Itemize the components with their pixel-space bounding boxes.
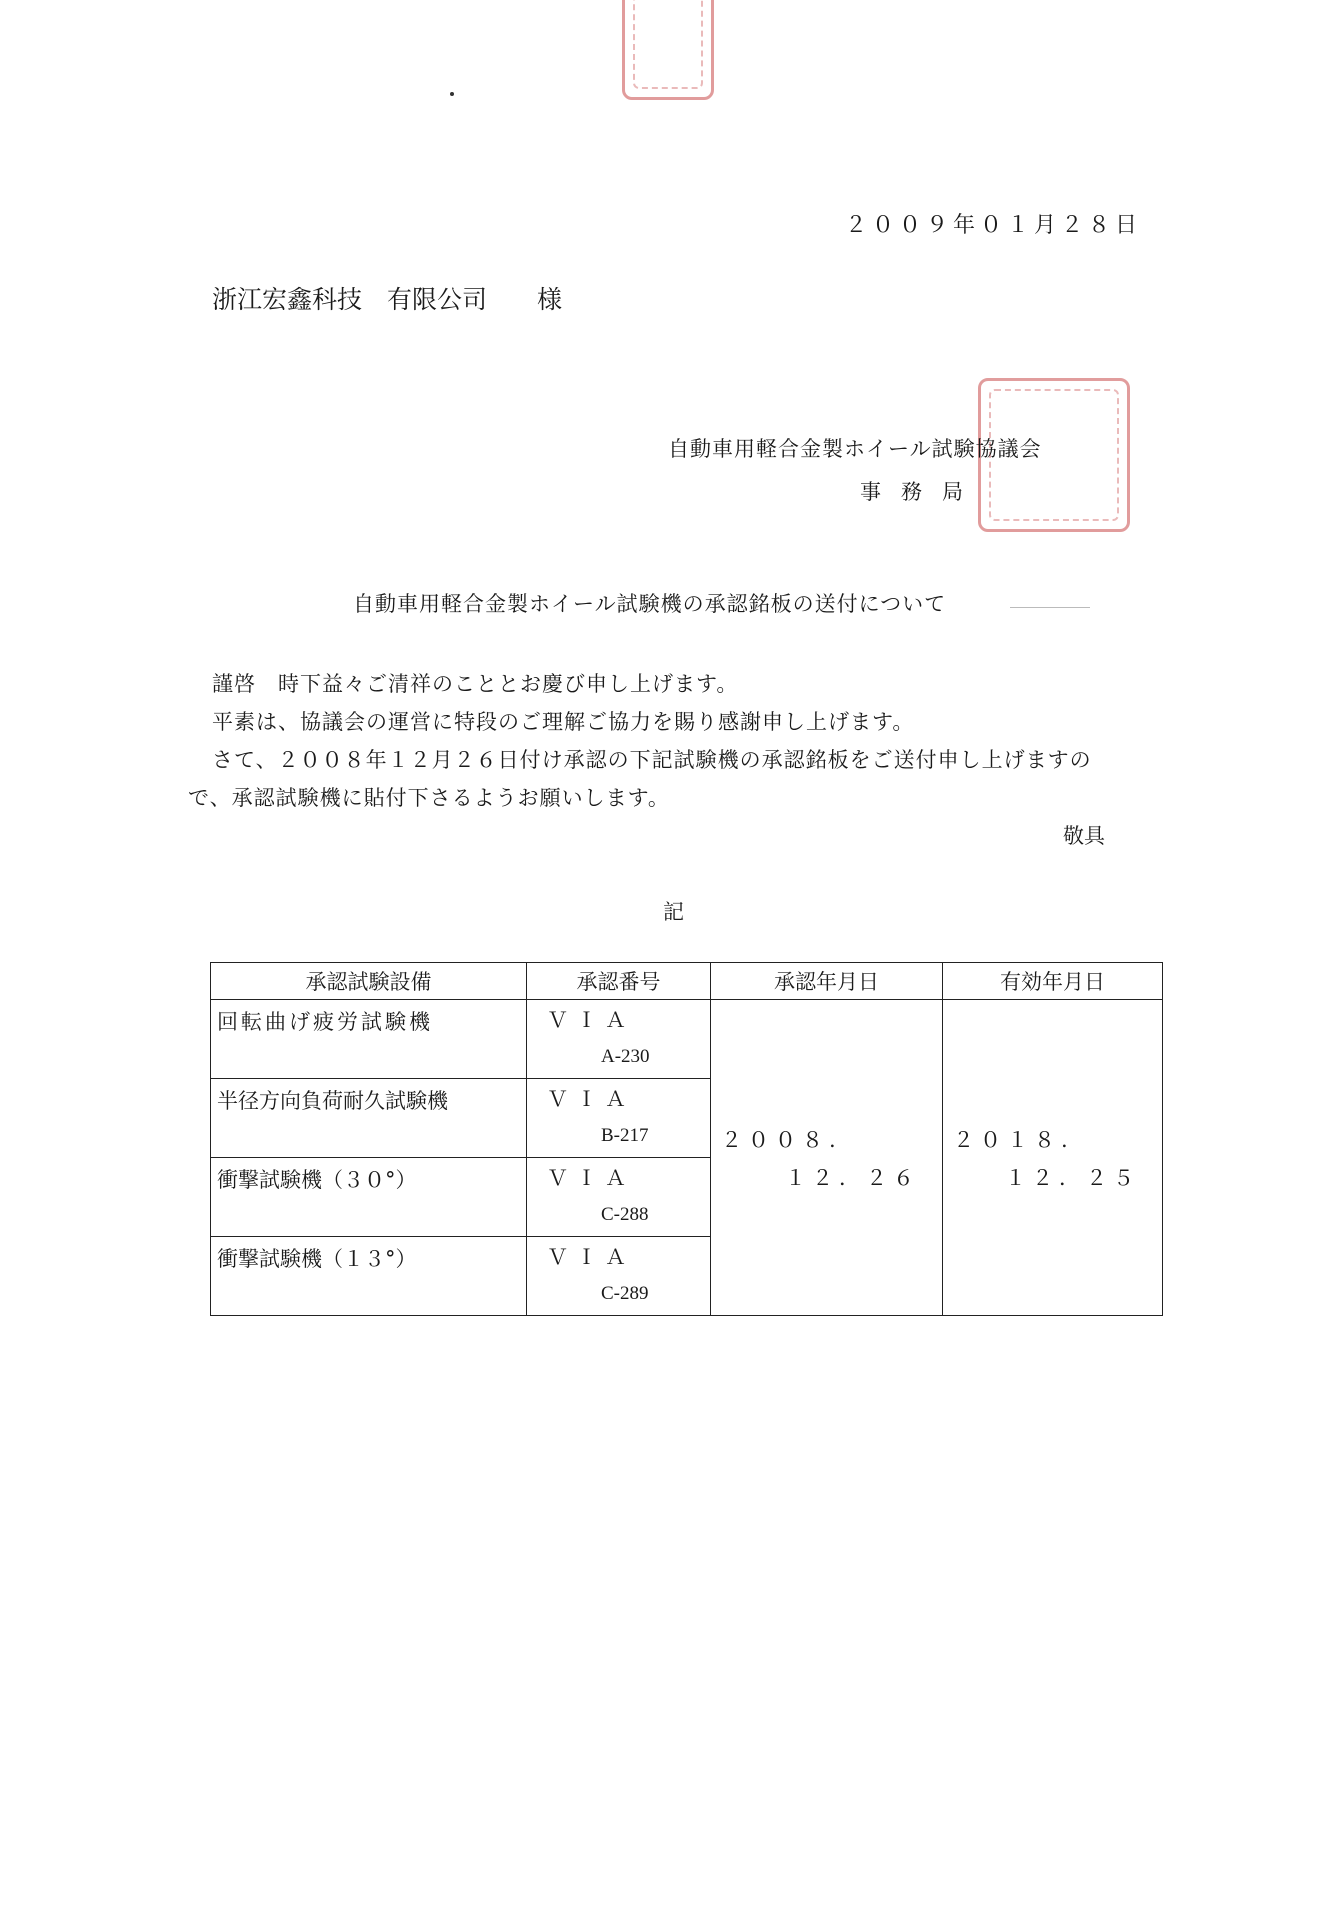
header-valid-date: 有効年月日 — [943, 963, 1163, 1000]
approval-prefix: ＶＩＡ — [547, 1087, 634, 1111]
table-header-row — [211, 963, 1163, 1000]
record-heading: 記 — [663, 900, 684, 924]
approval-number-cell — [527, 1158, 711, 1237]
approval-date-cell — [711, 1000, 943, 1316]
closing: 敬具 — [1063, 824, 1105, 848]
body-line-4: で、承認試験機に貼付下さるようお願いします。 — [188, 786, 670, 810]
body-line-2: 平素は、協議会の運営に特段のご理解ご協力を賜り感謝申し上げます。 — [212, 710, 915, 734]
approval-number-cell — [527, 1237, 711, 1316]
subject-line: 自動車用軽合金製ホイール試験機の承認銘板の送付について — [353, 592, 947, 616]
equipment-cell: 衝撃試験機（１３°） — [211, 1237, 527, 1316]
body-line-1: 謹啓 時下益々ご清祥のこととお慶び申し上げます。 — [212, 672, 739, 696]
valid-date-year: ２０１８. — [953, 1128, 1074, 1152]
approval-number-cell — [527, 1079, 711, 1158]
header-approval-number: 承認番号 — [527, 963, 711, 1000]
recipient: 浙江宏鑫科技 有限公司 様 — [212, 285, 563, 314]
approval-number: C-289 — [601, 1283, 649, 1304]
approval-prefix: ＶＩＡ — [547, 1166, 634, 1190]
approval-date-monthday: １２．２６ — [785, 1166, 920, 1190]
valid-date-cell — [943, 1000, 1163, 1316]
approval-number-cell — [527, 1000, 711, 1079]
sender-organization: 自動車用軽合金製ホイール試験協議会 — [668, 437, 1042, 461]
header-approval-date: 承認年月日 — [711, 963, 943, 1000]
approval-number: B-217 — [601, 1125, 649, 1146]
equipment-cell: 回転曲げ疲労試験機 — [211, 1000, 527, 1079]
sender-office: 事務局 — [860, 480, 983, 504]
approval-prefix: ＶＩＡ — [547, 1245, 634, 1269]
subject-trailing-rule — [1010, 607, 1090, 608]
issue-date: ２００９年０１月２８日 — [844, 213, 1142, 238]
equipment-cell: 衝撃試験機（３０°） — [211, 1158, 527, 1237]
approval-table — [210, 962, 1163, 1316]
header-equipment: 承認試験設備 — [211, 963, 527, 1000]
equipment-cell: 半径方向負荷耐久試験機 — [211, 1079, 527, 1158]
approval-date-year: ２００８. — [721, 1128, 842, 1152]
approval-number: C-288 — [601, 1204, 649, 1225]
valid-date-monthday: １２．２５ — [1005, 1166, 1140, 1190]
body-line-3: さて、２００８年１２月２６日付け承認の下記試験機の承認銘板をご送付申し上げますの — [212, 748, 1092, 772]
approval-number: A-230 — [601, 1046, 650, 1067]
top-seal — [622, 0, 714, 100]
approval-prefix: ＶＩＡ — [547, 1008, 634, 1032]
table-row — [211, 1000, 1163, 1079]
scan-speck — [450, 92, 454, 96]
